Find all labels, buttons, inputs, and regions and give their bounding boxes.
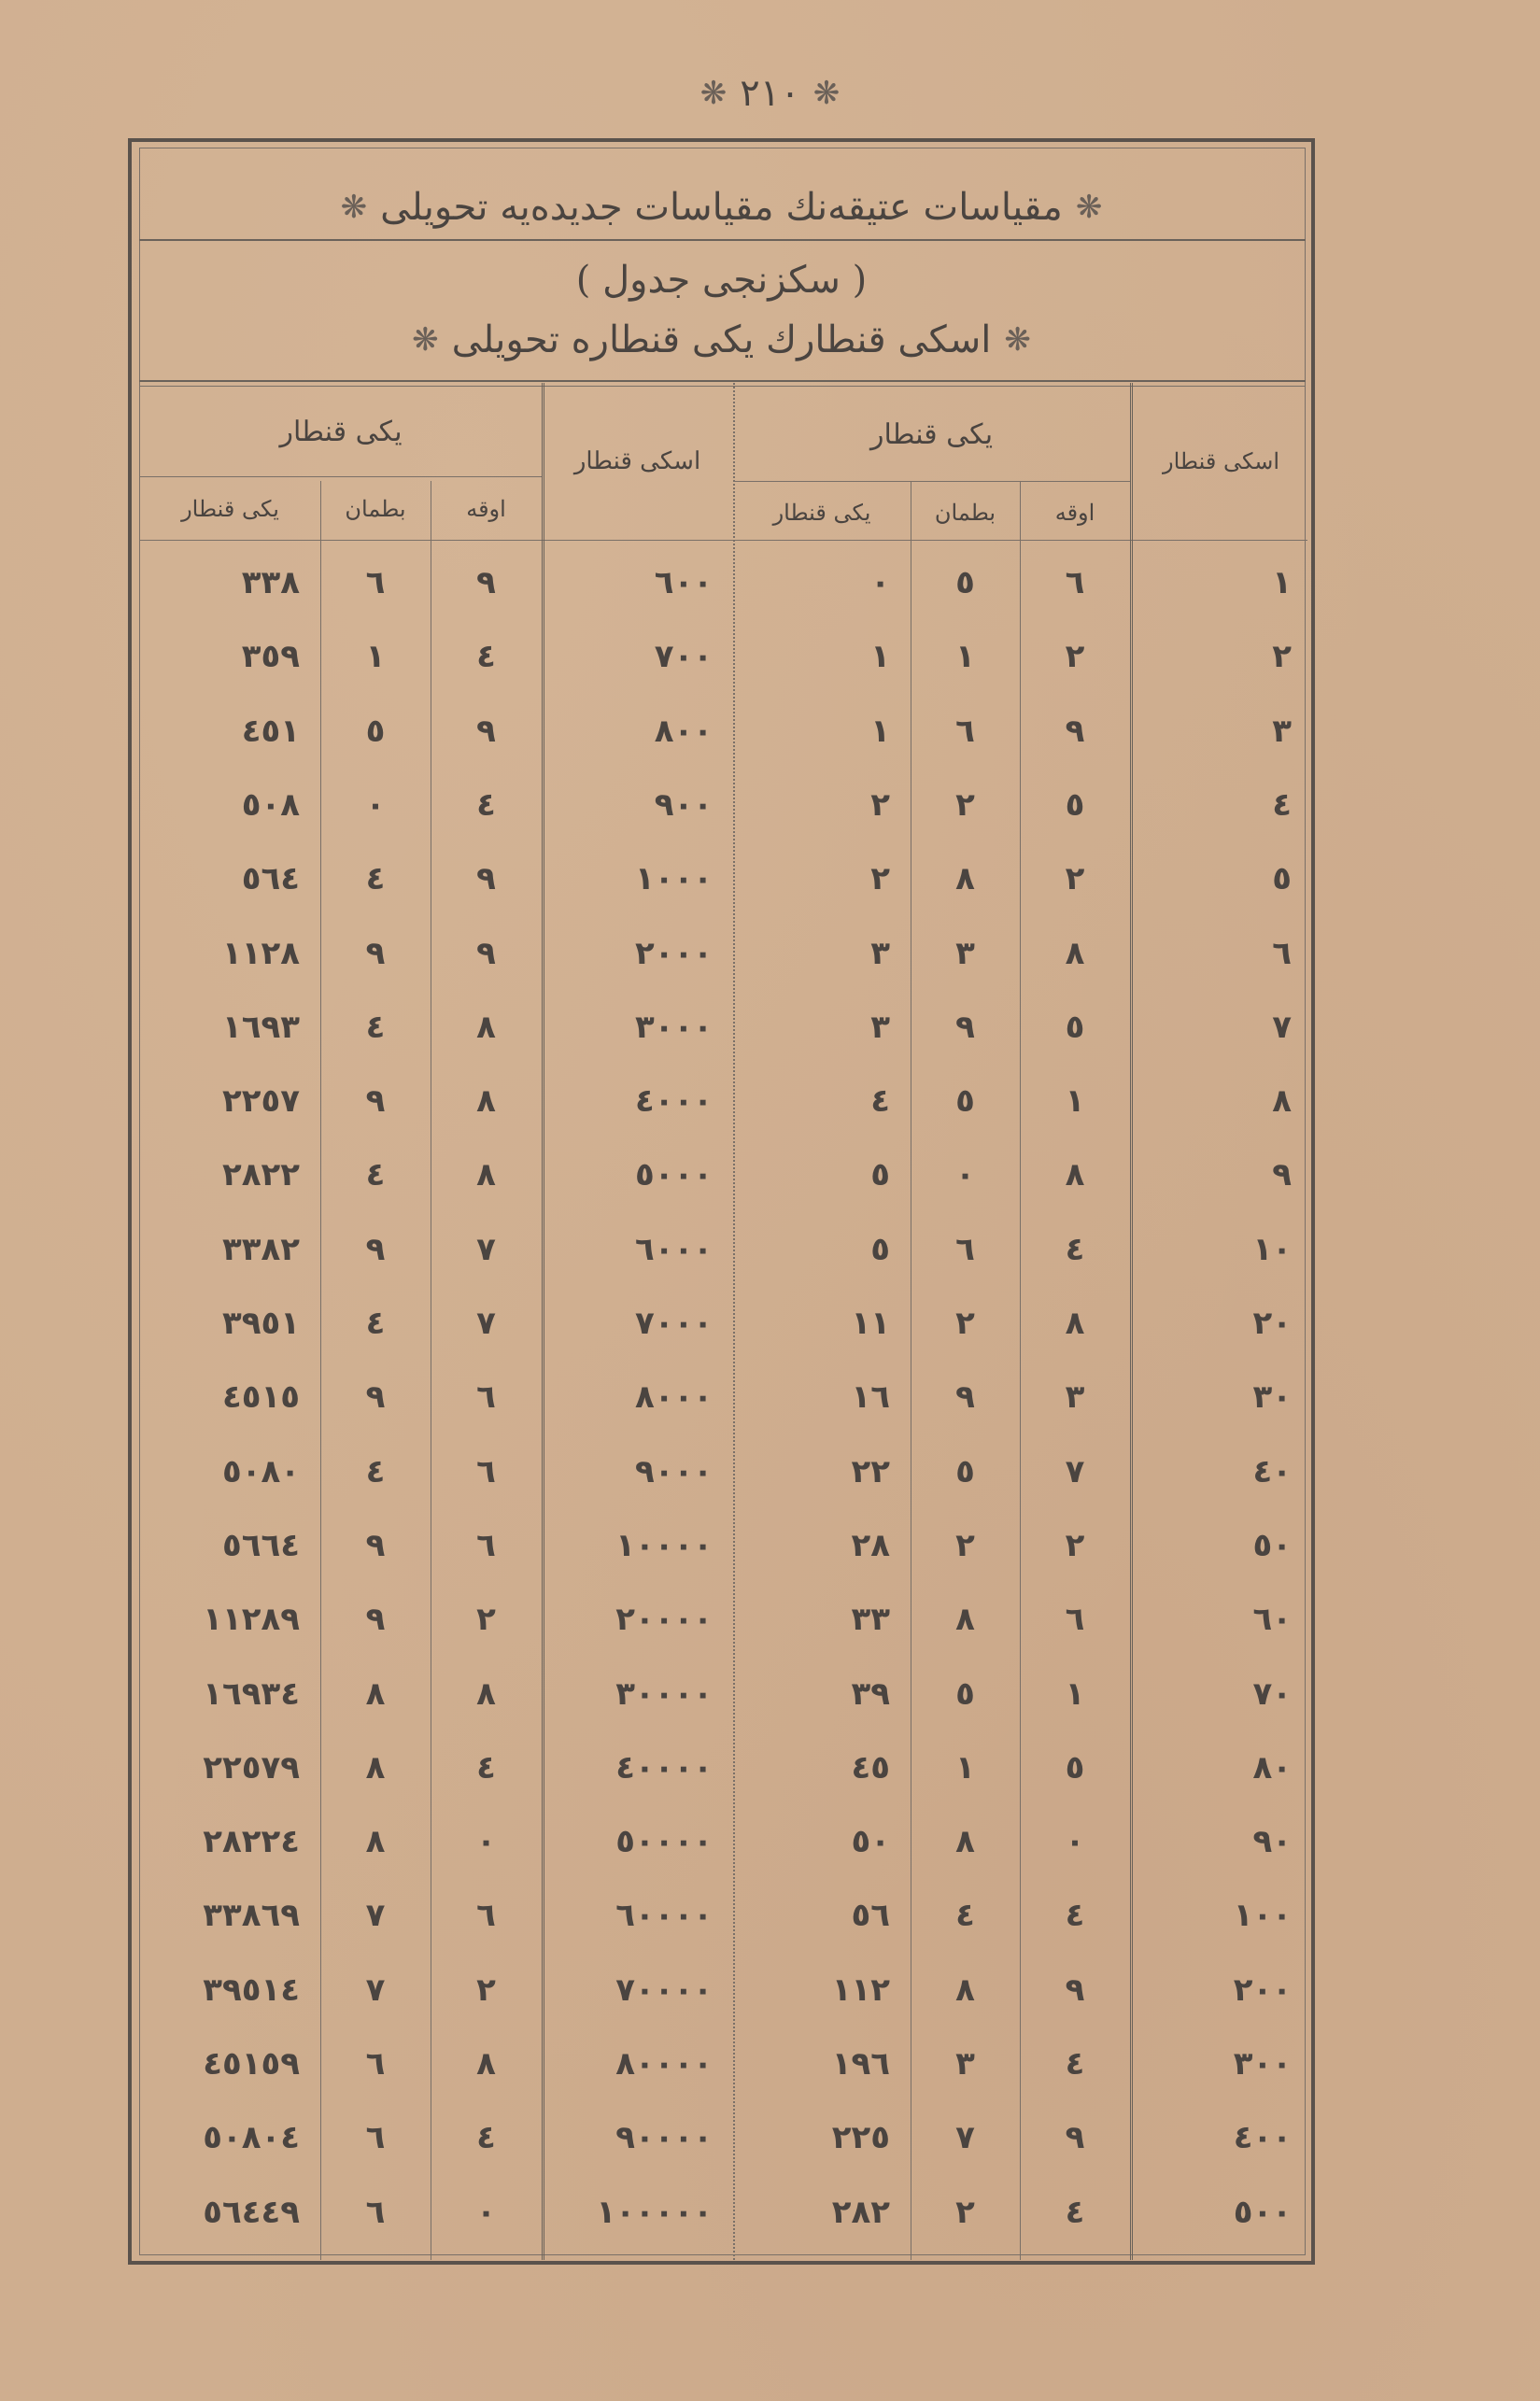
header-okka-right: اوقه (1054, 500, 1095, 526)
cell-okka: ٨ (476, 1082, 496, 1121)
cell-new-kantar: ٢٢ (851, 1452, 890, 1490)
cell-batman: ٠ (365, 785, 386, 824)
cell-batman: ٨ (955, 1823, 975, 1861)
cell-old-kantar: ٧٠٠ (654, 638, 713, 676)
cell-new-kantar: ٢ (870, 860, 890, 898)
cell-new-kantar: ١٦٩٣ (221, 1008, 300, 1046)
cell-okka: ٦ (476, 1452, 496, 1490)
cell-new-kantar: ٢٨٢٢ (221, 1156, 300, 1194)
cell-batman: ٩ (955, 1378, 975, 1417)
cell-batman: ٧ (955, 2119, 975, 2157)
cell-old-kantar: ١٠٠٠٠ (615, 1526, 713, 1564)
cell-batman: ٥ (365, 712, 386, 750)
cell-okka: ٨ (476, 1008, 496, 1046)
cell-batman: ٧ (365, 1970, 386, 2009)
cell-okka: ٧ (476, 1230, 496, 1268)
cell-old-kantar: ٦٠٠٠ (634, 1230, 713, 1268)
cell-okka: ٥ (1065, 785, 1085, 824)
cell-new-kantar: ١ (870, 712, 890, 750)
cell-batman: ٠ (955, 1156, 975, 1194)
cell-batman: ٦ (365, 2045, 386, 2083)
cell-new-kantar: ٢٨٢٢٤ (203, 1823, 300, 1861)
cell-okka: ٣ (1065, 1378, 1085, 1417)
cell-batman: ٩ (365, 1601, 386, 1639)
page-number-text: ٢١٠ (740, 72, 800, 115)
cell-old-kantar: ٣٠ (1252, 1378, 1292, 1417)
cell-old-kantar: ٧٠٠٠٠ (615, 1970, 713, 2009)
cell-new-kantar: ٠ (870, 564, 890, 601)
cell-old-kantar: ٣ (1272, 712, 1292, 750)
cell-new-kantar: ٢٨٢ (831, 2193, 890, 2231)
header-new-kantar-right: يكى قنطار (772, 500, 871, 526)
cell-okka: ٨ (476, 1156, 496, 1194)
cell-batman: ٩ (365, 1526, 386, 1564)
cell-batman: ٨ (365, 1823, 386, 1861)
cell-batman: ١ (955, 638, 975, 676)
cell-new-kantar: ٥ (870, 1230, 890, 1268)
cell-batman: ٩ (365, 934, 386, 972)
cell-new-kantar: ٣٩ (851, 1674, 890, 1713)
cell-batman: ٥ (955, 564, 975, 601)
cell-old-kantar: ١ (1272, 564, 1292, 601)
cell-okka: ١ (1065, 1674, 1085, 1713)
cell-new-kantar: ٥٦٦٤ (221, 1526, 300, 1564)
cell-okka: ٨ (1065, 1305, 1085, 1342)
cell-old-kantar: ٣٠٠٠ (634, 1008, 713, 1046)
cell-old-kantar: ٣٠٠ (1233, 2045, 1292, 2083)
cell-batman: ٢ (955, 785, 975, 824)
ornament-icon: ❋ (412, 321, 439, 359)
cell-old-kantar: ٢٠٠٠٠ (615, 1601, 713, 1639)
cell-new-kantar: ٢٢٥٧٩ (203, 1748, 300, 1787)
table-subtitle (132, 314, 1311, 366)
cell-new-kantar: ٥ (870, 1156, 890, 1194)
cell-new-kantar: ٣٣٨٦٩ (203, 1897, 300, 1935)
cell-okka: ٤ (1065, 2045, 1085, 2083)
cell-batman: ٨ (955, 1601, 975, 1639)
cell-batman: ٤ (365, 1008, 386, 1046)
cell-old-kantar: ٦٠٠ (654, 564, 713, 601)
cell-new-kantar: ١١ (851, 1305, 890, 1342)
cell-okka: ٢ (1065, 638, 1085, 676)
cell-new-kantar: ٣٩٥١ (221, 1305, 300, 1342)
cell-okka: ٩ (476, 564, 496, 601)
cell-new-kantar: ٣ (870, 1008, 890, 1046)
header-old-kantar-left: اسكى قنطار (573, 447, 701, 475)
cell-batman: ٨ (955, 1970, 975, 2009)
cell-okka: ٢ (476, 1970, 496, 2009)
cell-old-kantar: ٦٠٠٠٠ (615, 1897, 713, 1935)
subtitle-text: اسكى قنطارك يكى قنطاره تحويلى (451, 318, 992, 361)
cell-new-kantar: ٥٠٨ (241, 785, 300, 824)
cell-old-kantar: ٨٠٠٠ (634, 1378, 713, 1417)
cell-okka: ٤ (476, 638, 496, 676)
cell-new-kantar: ٥٠٨٠ (221, 1452, 300, 1490)
cell-old-kantar: ٤٠٠٠٠ (615, 1748, 713, 1787)
cell-old-kantar: ١٠٠٠ (634, 860, 713, 898)
divider (139, 239, 1306, 241)
cell-batman: ٢ (955, 2193, 975, 2231)
cell-old-kantar: ٧٠ (1252, 1674, 1292, 1713)
cell-batman: ٧ (365, 1897, 386, 1935)
cell-new-kantar: ٣٩٥١٤ (203, 1970, 300, 2009)
cell-okka: ٩ (476, 712, 496, 750)
cell-okka: ٨ (1065, 934, 1085, 972)
cell-old-kantar: ٥٠٠٠ (634, 1156, 713, 1194)
cell-old-kantar: ٥٠٠٠٠ (615, 1823, 713, 1861)
cell-old-kantar: ٦ (1272, 934, 1292, 972)
cell-new-kantar: ٤٥١٥٩ (203, 2045, 300, 2083)
page-number (0, 65, 1540, 121)
cell-batman: ٥ (955, 1674, 975, 1713)
cell-batman: ٩ (365, 1230, 386, 1268)
cell-new-kantar: ٢٢٥٧ (221, 1082, 300, 1121)
cell-old-kantar: ٨ (1272, 1082, 1292, 1121)
header-batman-left: بطمان (345, 496, 406, 522)
cell-batman: ١ (955, 1748, 975, 1787)
cell-new-kantar: ١١٢ (831, 1970, 890, 2009)
cell-old-kantar: ٢٠٠ (1233, 1970, 1292, 2009)
ornament-icon: ❋ (1075, 189, 1103, 226)
cell-old-kantar: ٧٠٠٠ (634, 1305, 713, 1342)
cell-new-kantar: ٥٠ (851, 1823, 890, 1861)
cell-batman: ٦ (365, 2193, 386, 2231)
cell-okka: ١ (1065, 1082, 1085, 1121)
cell-old-kantar: ٢٠ (1252, 1305, 1292, 1342)
cell-batman: ٩ (365, 1082, 386, 1121)
cell-new-kantar: ٤٥١٥ (221, 1378, 300, 1417)
cell-new-kantar: ١٦٩٣٤ (203, 1674, 300, 1713)
table-number-text: ( سكزنجى جدول ) (575, 259, 868, 302)
header-new-kantar-group-right: يكى قنطار (869, 417, 994, 451)
cell-batman: ٨ (365, 1674, 386, 1713)
header-okka-left: اوقه (466, 496, 506, 522)
cell-old-kantar: ٧ (1272, 1008, 1292, 1046)
cell-batman: ٨ (955, 860, 975, 898)
ornament-icon: ❋ (1004, 321, 1031, 359)
cell-old-kantar: ٩٠٠٠٠ (615, 2119, 713, 2157)
cell-old-kantar: ١٠٠٠٠٠ (596, 2193, 713, 2231)
cell-okka: ٥ (1065, 1748, 1085, 1787)
cell-new-kantar: ٤٥١ (241, 712, 300, 750)
cell-new-kantar: ١٩٦ (831, 2045, 890, 2083)
cell-new-kantar: ٤٥ (851, 1748, 890, 1787)
cell-batman: ٤ (365, 1305, 386, 1342)
cell-old-kantar: ٨٠٠ (654, 712, 713, 750)
cell-old-kantar: ٤٠ (1252, 1452, 1292, 1490)
title-text: مقياسات عتيقه‌نك مقياسات جديده‌يه تحويلى (380, 186, 1063, 229)
cell-okka: ٦ (476, 1378, 496, 1417)
cell-okka: ٧ (1065, 1452, 1085, 1490)
cell-okka: ٤ (476, 1748, 496, 1787)
cell-new-kantar: ٣٣ (851, 1601, 890, 1639)
cell-old-kantar: ٩٠ (1252, 1823, 1292, 1861)
cell-old-kantar: ٢ (1272, 638, 1292, 676)
page-title (132, 179, 1311, 235)
cell-batman: ٥ (955, 1082, 975, 1121)
cell-old-kantar: ٢٠٠٠ (634, 934, 713, 972)
cell-old-kantar: ٨٠٠٠٠ (615, 2045, 713, 2083)
cell-okka: ٤ (1065, 2193, 1085, 2231)
cell-okka: ٦ (476, 1897, 496, 1935)
cell-okka: ٤ (1065, 1897, 1085, 1935)
cell-batman: ٣ (955, 934, 975, 972)
cell-okka: ٨ (476, 2045, 496, 2083)
cell-okka: ٩ (476, 934, 496, 972)
cell-new-kantar: ٥٦٤٤٩ (203, 2193, 300, 2231)
cell-okka: ٤ (476, 2119, 496, 2157)
cell-okka: ٢ (1065, 860, 1085, 898)
cell-batman: ٢ (955, 1305, 975, 1342)
cell-batman: ٤ (365, 1156, 386, 1194)
cell-old-kantar: ٥٠٠ (1233, 2193, 1292, 2231)
cell-new-kantar: ١ (870, 638, 890, 676)
cell-new-kantar: ٣ (870, 934, 890, 972)
divider (139, 380, 1306, 382)
cell-old-kantar: ٩٠٠ (654, 785, 713, 824)
header-batman-right: بطمان (934, 500, 996, 526)
cell-okka: ٢ (476, 1601, 496, 1639)
ornament-icon: ❋ (340, 189, 368, 226)
cell-batman: ٦ (955, 1230, 975, 1268)
cell-new-kantar: ٥٠٨٠٤ (203, 2119, 300, 2157)
header-new-kantar-group-left: يكى قنطار (279, 416, 403, 448)
cell-old-kantar: ١٠٠ (1233, 1897, 1292, 1935)
cell-okka: ٩ (476, 860, 496, 898)
cell-okka: ٦ (476, 1526, 496, 1564)
header-old-kantar-right: اسكى قنطار (1163, 448, 1279, 474)
cell-old-kantar: ٦٠ (1252, 1601, 1292, 1639)
cell-new-kantar: ٣٣٨٢ (221, 1230, 300, 1268)
cell-old-kantar: ٩ (1272, 1156, 1292, 1194)
cell-batman: ٣ (955, 2045, 975, 2083)
cell-okka: ٠ (1065, 1823, 1085, 1861)
cell-old-kantar: ١٠ (1252, 1230, 1292, 1268)
cell-new-kantar: ٢٢٥ (831, 2119, 890, 2157)
table-number (132, 254, 1311, 306)
cell-okka: ٩ (1065, 712, 1085, 750)
cell-okka: ٩ (1065, 2119, 1085, 2157)
ornament-icon: ❋ (699, 75, 728, 112)
cell-batman: ١ (365, 638, 386, 676)
cell-okka: ٧ (476, 1305, 496, 1342)
cell-okka: ٩ (1065, 1970, 1085, 2009)
cell-okka: ٤ (476, 785, 496, 824)
cell-okka: ٦ (1065, 564, 1085, 601)
header-new-kantar-left: يكى قنطار (181, 496, 279, 522)
cell-batman: ٩ (365, 1378, 386, 1417)
divider (140, 476, 542, 477)
cell-old-kantar: ٥ (1272, 860, 1292, 898)
cell-batman: ٦ (365, 2119, 386, 2157)
cell-batman: ٤ (955, 1897, 975, 1935)
cell-old-kantar: ٤ (1272, 785, 1292, 824)
cell-okka: ٠ (476, 2193, 496, 2231)
cell-new-kantar: ٤ (870, 1082, 890, 1121)
cell-batman: ٤ (365, 1452, 386, 1490)
cell-batman: ٨ (365, 1748, 386, 1787)
cell-new-kantar: ٥٦ (851, 1897, 890, 1935)
cell-okka: ٥ (1065, 1008, 1085, 1046)
cell-batman: ٦ (365, 564, 386, 601)
cell-old-kantar: ٥٠ (1252, 1526, 1292, 1564)
cell-old-kantar: ٤٠٠٠ (634, 1082, 713, 1121)
cell-okka: ٦ (1065, 1601, 1085, 1639)
cell-batman: ٦ (955, 712, 975, 750)
cell-new-kantar: ٢٨ (851, 1526, 890, 1564)
ornament-icon: ❋ (812, 75, 841, 112)
cell-okka: ٢ (1065, 1526, 1085, 1564)
cell-new-kantar: ١٦ (851, 1378, 890, 1417)
cell-new-kantar: ١١٢٨ (221, 934, 300, 972)
cell-okka: ٨ (1065, 1156, 1085, 1194)
cell-old-kantar: ٣٠٠٠٠ (615, 1674, 713, 1713)
cell-old-kantar: ٩٠٠٠ (634, 1452, 713, 1490)
cell-batman: ٤ (365, 860, 386, 898)
cell-new-kantar: ٣٣٨ (241, 564, 300, 601)
cell-new-kantar: ١١٢٨٩ (203, 1601, 300, 1639)
cell-okka: ٠ (476, 1823, 496, 1861)
cell-new-kantar: ٥٦٤ (241, 860, 300, 898)
cell-new-kantar: ٣٥٩ (241, 638, 300, 676)
cell-batman: ٩ (955, 1008, 975, 1046)
divider (733, 481, 1130, 482)
cell-old-kantar: ٤٠٠ (1233, 2119, 1292, 2157)
cell-old-kantar: ٨٠ (1252, 1748, 1292, 1787)
cell-okka: ٤ (1065, 1230, 1085, 1268)
cell-batman: ٥ (955, 1452, 975, 1490)
cell-new-kantar: ٢ (870, 785, 890, 824)
cell-okka: ٨ (476, 1674, 496, 1713)
cell-batman: ٢ (955, 1526, 975, 1564)
